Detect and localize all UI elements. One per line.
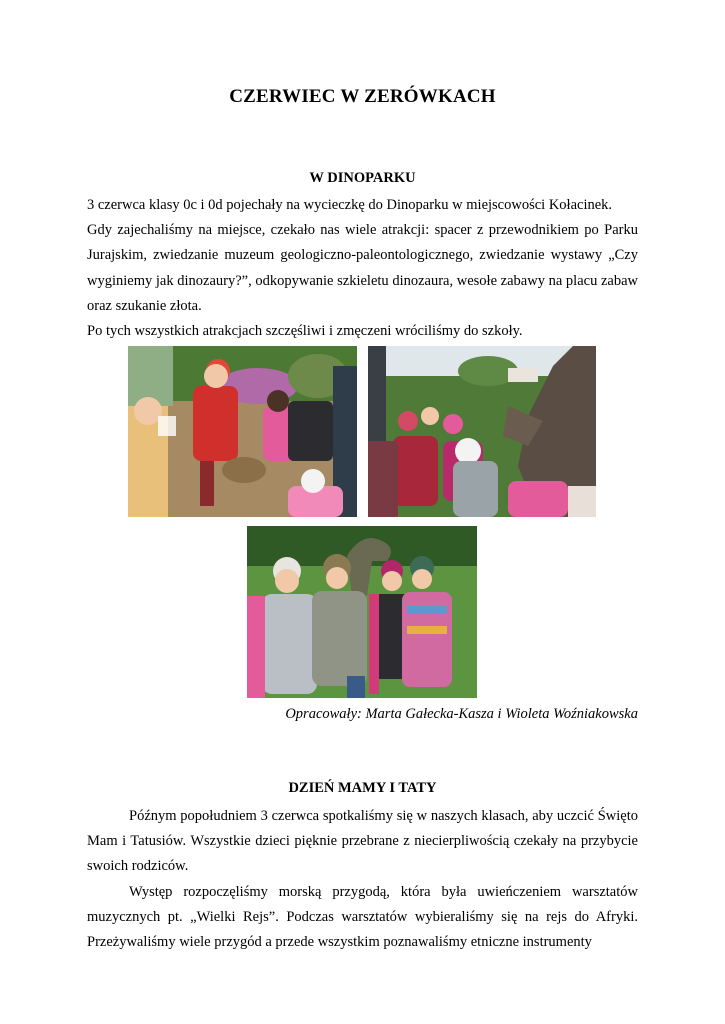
- mothers-fathers-day-text: [87, 804, 638, 955]
- paragraph: 3 czerwca klasy 0c i 0d pojechały na wycieczkę do Dinoparku w miejscowości Kołacinek.: [87, 197, 613, 213]
- dinopark-text: [87, 193, 638, 344]
- paragraph: Po tych wszystkich atrakcjach szczęśliwi i zmęczeni wróciliśmy do szkoły.: [87, 323, 523, 340]
- paragraph: Występ rozpoczęliśmy morską przygodą, która była uwieńczeniem warsztatów muzycznych pt. „Wielki Rejs”. Podczas warsztatów wybieraliśmy się na rejs do Afryki. Przeżywaliśmy wiele przygód a przede wszystkim poznawaliśmy etniczne instrumenty: [87, 883, 638, 951]
- photo-children-digging: [128, 346, 357, 517]
- dinopark-heading: W DINOPARKU: [309, 170, 416, 186]
- mothers-fathers-day-heading: DZIEŃ MAMY I TATY: [288, 780, 437, 796]
- paragraph: Gdy zajechaliśmy na miejsce, czekało nas wiele atrakcji: spacer z przewodnikiem po Parku Jurajskim, zwiedzanie muzeum geologiczno-paleontologicznego, zwiedzanie wystawy „Czy wyginiemy jak dinozaury?”, odkopywanie szkieletu dinozaura, wesołe zabawy na placu zabaw oraz szukanie złota.: [87, 222, 638, 314]
- photo-girls-with-dinosaur: [247, 526, 477, 698]
- photo-dinosaur-group: [368, 346, 596, 517]
- photo-caption: Opracowały: Marta Gałecka-Kasza i Wioleta Woźniakowska: [285, 706, 638, 722]
- page-title: CZERWIEC W ZERÓWKACH: [229, 86, 496, 107]
- paragraph: Późnym popołudniem 3 czerwca spotkaliśmy się w naszych klasach, aby uczcić Święto Mam i Tatusiów. Wszystkie dzieci pięknie przebrane z niecierpliwością czekały na przybycie swoich rodziców.: [87, 808, 638, 875]
